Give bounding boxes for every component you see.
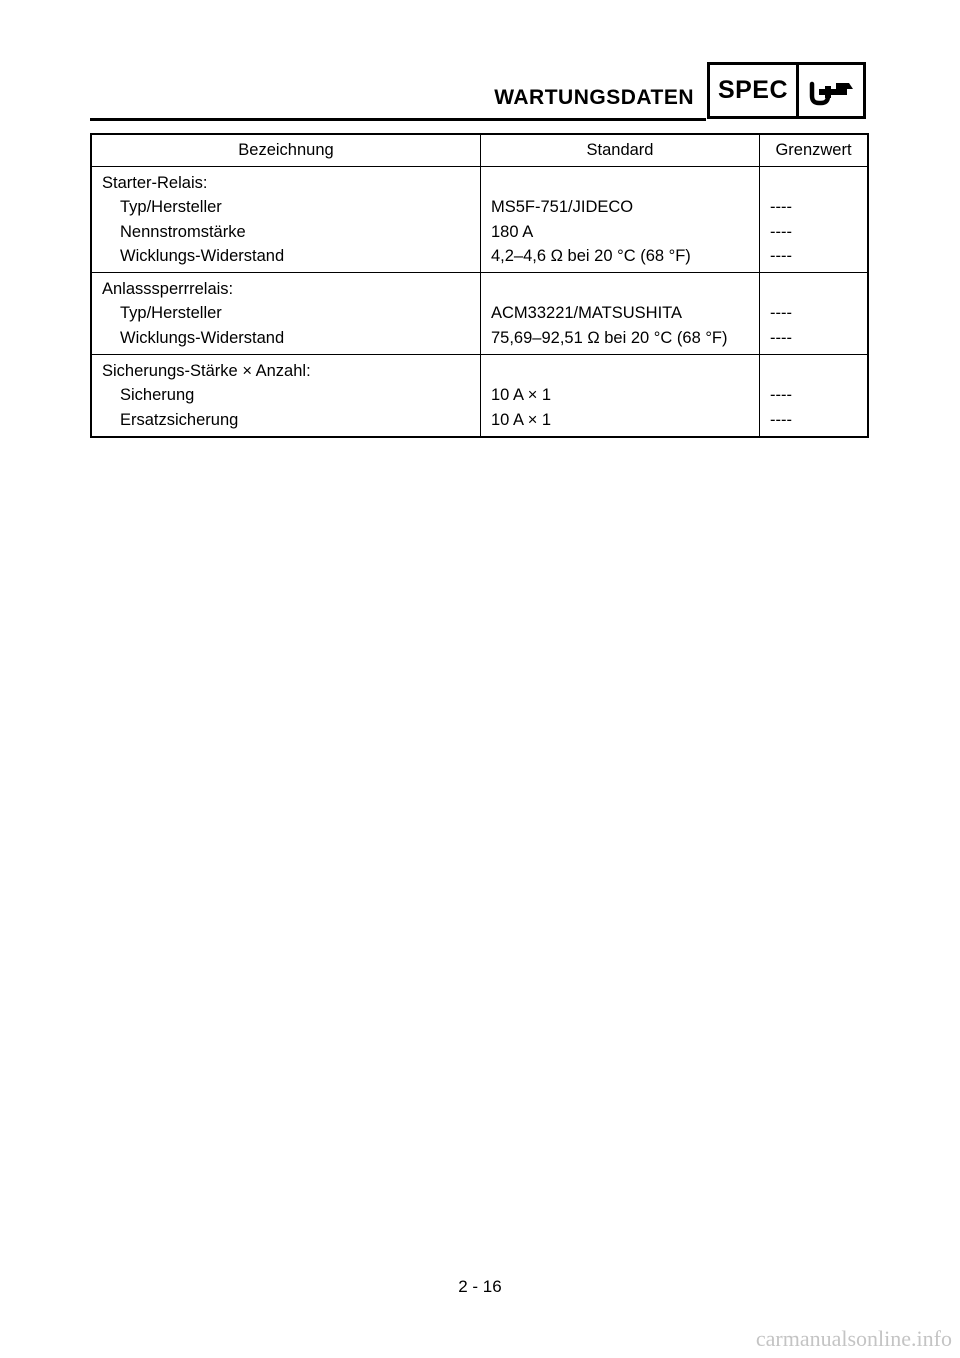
row-name: Typ/Hersteller (120, 304, 222, 323)
row-limit: ---- (770, 386, 792, 405)
section-title: WARTUNGSDATEN (494, 86, 694, 109)
row-name: Wicklungs-Widerstand (120, 246, 285, 265)
row-limit: ---- (770, 246, 792, 265)
spec-label: SPEC (710, 65, 799, 116)
column-header-grenzwert: Grenzwert (760, 134, 869, 167)
group-title: Starter-Relais: (102, 174, 208, 192)
row-name: Typ/Hersteller (120, 198, 222, 217)
group-sicherungs-staerke (91, 355, 868, 437)
table-row (91, 273, 868, 355)
row-name: Nennstromstärke (120, 222, 246, 241)
group-anlasssperrrelais (91, 273, 868, 355)
column-header-standard: Standard (481, 134, 760, 167)
row-standard: 10 A × 1 (491, 386, 552, 405)
row-standard: 75,69–92,51 Ω bei 20 °C (68 °F) (491, 328, 728, 347)
row-limit: ---- (770, 304, 792, 323)
row-name: Wicklungs-Widerstand (120, 328, 285, 347)
row-limit: ---- (770, 410, 792, 429)
caliper-icon (799, 65, 863, 116)
row-standard: ACM33221/MATSUSHITA (491, 304, 683, 323)
spec-badge (707, 62, 866, 119)
row-standard: MS5F-751/JIDECO (491, 198, 634, 217)
row-limit: ---- (770, 198, 792, 217)
row-name: Ersatzsicherung (120, 410, 239, 429)
group-starter-relais (91, 167, 868, 273)
group-title: Sicherungs-Stärke × Anzahl: (102, 362, 311, 381)
column-header-bezeichnung: Bezeichnung (91, 134, 481, 167)
table-header-row (91, 134, 868, 167)
row-limit: ---- (770, 328, 792, 347)
table-row (91, 167, 868, 273)
row-limit: ---- (770, 222, 792, 241)
watermark: carmanualsonline.info (755, 1326, 952, 1351)
header-rule (90, 118, 706, 121)
table-row (91, 355, 868, 437)
group-title: Anlasssperrrelais: (102, 280, 234, 299)
row-standard: 180 A (491, 222, 534, 241)
row-standard: 10 A × 1 (491, 410, 552, 429)
spec-table (90, 133, 869, 438)
row-standard: 4,2–4,6 Ω bei 20 °C (68 °F) (491, 246, 691, 265)
page-number: 2 - 16 (458, 1277, 502, 1296)
row-name: Sicherung (120, 386, 195, 405)
